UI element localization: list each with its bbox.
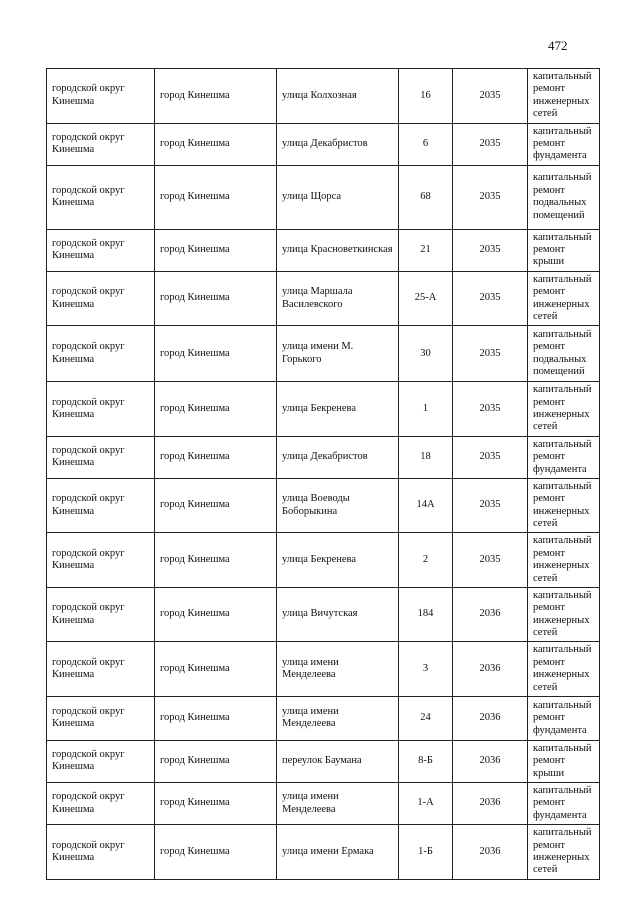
house-number-cell: 1-Б	[399, 825, 453, 880]
district-cell: городской округ Кинешма	[47, 271, 155, 326]
table-row	[47, 229, 600, 271]
year-cell: 2036	[453, 740, 528, 782]
city-cell: город Кинешма	[155, 123, 277, 165]
city-cell: город Кинешма	[155, 165, 277, 229]
year-cell: 2035	[453, 229, 528, 271]
work-type-cell: капитальный ремонт крыши	[528, 229, 600, 271]
table-row	[47, 740, 600, 782]
district-cell: городской округ Кинешма	[47, 533, 155, 588]
street-cell: улица Декабристов	[277, 123, 399, 165]
year-cell: 2035	[453, 533, 528, 588]
house-number-cell: 2	[399, 533, 453, 588]
house-number-cell: 18	[399, 436, 453, 478]
district-cell: городской округ Кинешма	[47, 165, 155, 229]
city-cell: город Кинешма	[155, 326, 277, 382]
page-number: 472	[548, 38, 568, 53]
table-row	[47, 436, 600, 478]
city-cell: город Кинешма	[155, 642, 277, 697]
year-cell: 2036	[453, 696, 528, 740]
year-cell: 2036	[453, 587, 528, 642]
table-row	[47, 165, 600, 229]
table-row	[47, 825, 600, 880]
street-cell: улица Воеводы Боборыкина	[277, 478, 399, 533]
city-cell: город Кинешма	[155, 229, 277, 271]
street-cell: улица Колхозная	[277, 69, 399, 124]
city-cell: город Кинешма	[155, 69, 277, 124]
year-cell: 2035	[453, 123, 528, 165]
city-cell: город Кинешма	[155, 533, 277, 588]
table-row	[47, 326, 600, 382]
year-cell: 2035	[453, 478, 528, 533]
district-cell: городской округ Кинешма	[47, 382, 155, 437]
district-cell: городской округ Кинешма	[47, 740, 155, 782]
city-cell: город Кинешма	[155, 740, 277, 782]
work-type-cell: капитальный ремонт фундамента	[528, 436, 600, 478]
housing-repair-table	[46, 68, 600, 880]
district-cell: городской округ Кинешма	[47, 696, 155, 740]
work-type-cell: капитальный ремонт подвальных помещений	[528, 326, 600, 382]
table-row	[47, 783, 600, 825]
city-cell: город Кинешма	[155, 696, 277, 740]
street-cell: улица Маршала Василевского	[277, 271, 399, 326]
work-type-cell: капитальный ремонт инженерных сетей	[528, 69, 600, 124]
district-cell: городской округ Кинешма	[47, 123, 155, 165]
house-number-cell: 21	[399, 229, 453, 271]
year-cell: 2035	[453, 165, 528, 229]
table-row	[47, 533, 600, 588]
street-cell: улица имени Менделеева	[277, 696, 399, 740]
house-number-cell: 184	[399, 587, 453, 642]
work-type-cell: капитальный ремонт фундамента	[528, 123, 600, 165]
year-cell: 2035	[453, 326, 528, 382]
table-row	[47, 642, 600, 697]
house-number-cell: 24	[399, 696, 453, 740]
work-type-cell: капитальный ремонт инженерных сетей	[528, 642, 600, 697]
district-cell: городской округ Кинешма	[47, 326, 155, 382]
street-cell: улица имени Менделеева	[277, 642, 399, 697]
street-cell: улица имени М. Горького	[277, 326, 399, 382]
table-row	[47, 123, 600, 165]
street-cell: переулок Баумана	[277, 740, 399, 782]
street-cell: улица Декабристов	[277, 436, 399, 478]
year-cell: 2036	[453, 783, 528, 825]
district-cell: городской округ Кинешма	[47, 69, 155, 124]
city-cell: город Кинешма	[155, 783, 277, 825]
house-number-cell: 14А	[399, 478, 453, 533]
house-number-cell: 1-А	[399, 783, 453, 825]
table-row	[47, 69, 600, 124]
district-cell: городской округ Кинешма	[47, 587, 155, 642]
district-cell: городской округ Кинешма	[47, 478, 155, 533]
year-cell: 2035	[453, 436, 528, 478]
city-cell: город Кинешма	[155, 382, 277, 437]
year-cell: 2036	[453, 825, 528, 880]
district-cell: городской округ Кинешма	[47, 783, 155, 825]
table-row	[47, 478, 600, 533]
street-cell: улица Щорса	[277, 165, 399, 229]
table-row	[47, 382, 600, 437]
table-body	[47, 69, 600, 880]
street-cell: улица Вичутская	[277, 587, 399, 642]
table-row	[47, 587, 600, 642]
work-type-cell: капитальный ремонт инженерных сетей	[528, 587, 600, 642]
city-cell: город Кинешма	[155, 271, 277, 326]
house-number-cell: 8-Б	[399, 740, 453, 782]
year-cell: 2035	[453, 382, 528, 437]
house-number-cell: 68	[399, 165, 453, 229]
street-cell: улица имени Менделеева	[277, 783, 399, 825]
year-cell: 2035	[453, 271, 528, 326]
street-cell: улица Бекренева	[277, 382, 399, 437]
work-type-cell: капитальный ремонт инженерных сетей	[528, 271, 600, 326]
district-cell: городской округ Кинешма	[47, 825, 155, 880]
year-cell: 2035	[453, 69, 528, 124]
house-number-cell: 30	[399, 326, 453, 382]
table-row	[47, 696, 600, 740]
district-cell: городской округ Кинешма	[47, 436, 155, 478]
district-cell: городской округ Кинешма	[47, 229, 155, 271]
house-number-cell: 6	[399, 123, 453, 165]
house-number-cell: 1	[399, 382, 453, 437]
street-cell: улица имени Ермака	[277, 825, 399, 880]
work-type-cell: капитальный ремонт инженерных сетей	[528, 533, 600, 588]
table-row	[47, 271, 600, 326]
year-cell: 2036	[453, 642, 528, 697]
street-cell: улица Красноветкинская	[277, 229, 399, 271]
city-cell: город Кинешма	[155, 478, 277, 533]
work-type-cell: капитальный ремонт инженерных сетей	[528, 478, 600, 533]
city-cell: город Кинешма	[155, 587, 277, 642]
house-number-cell: 16	[399, 69, 453, 124]
house-number-cell: 3	[399, 642, 453, 697]
city-cell: город Кинешма	[155, 436, 277, 478]
city-cell: город Кинешма	[155, 825, 277, 880]
work-type-cell: капитальный ремонт фундамента	[528, 696, 600, 740]
street-cell: улица Бекренева	[277, 533, 399, 588]
work-type-cell: капитальный ремонт фундамента	[528, 783, 600, 825]
work-type-cell: капитальный ремонт крыши	[528, 740, 600, 782]
house-number-cell: 25-А	[399, 271, 453, 326]
work-type-cell: капитальный ремонт инженерных сетей	[528, 382, 600, 437]
work-type-cell: капитальный ремонт инженерных сетей	[528, 825, 600, 880]
district-cell: городской округ Кинешма	[47, 642, 155, 697]
work-type-cell: капитальный ремонт подвальных помещений	[528, 165, 600, 229]
